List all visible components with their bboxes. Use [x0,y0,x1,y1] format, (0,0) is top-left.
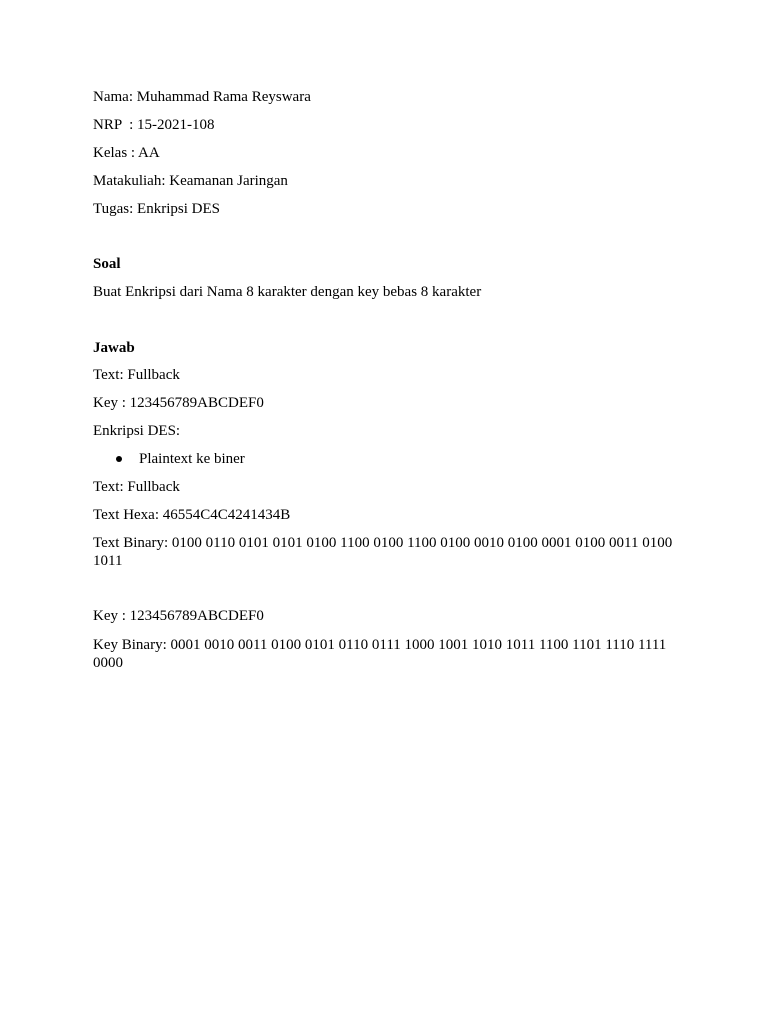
student-class: Kelas : AA [93,145,160,161]
text-binary: Text Binary: 0100 0110 0101 0101 0100 1100 0100 1100 0100 0010 0100 0001 0100 0011 0100 1011 [93,535,673,569]
bullet-item: Plaintext ke biner [139,451,245,467]
assignment-title: Tugas: Enkripsi DES [93,201,220,217]
text-hexa: Text Hexa: 46554C4C4241434B [93,507,291,523]
bullet-icon [116,456,122,462]
key-binary: Key Binary: 0001 0010 0011 0100 0101 0110 0111 1000 1001 1010 1011 1100 1101 1110 1111 0000 [93,637,667,671]
key-line: Key : 123456789ABCDEF0 [93,395,264,411]
jawab-heading: Jawab [93,340,135,356]
course-name: Matakuliah: Keamanan Jaringan [93,173,288,189]
soal-text: Buat Enkripsi dari Nama 8 karakter dengan key bebas 8 karakter [93,284,482,300]
plaintext-line-2: Text: Fullback [93,479,180,495]
enkripsi-label: Enkripsi DES: [93,423,181,439]
soal-heading: Soal [93,256,121,272]
key-line-2: Key : 123456789ABCDEF0 [93,608,264,624]
plaintext-line: Text: Fullback [93,367,180,383]
student-name: Nama: Muhammad Rama Reyswara [93,89,311,105]
student-nrp: NRP : 15-2021-108 [93,117,215,133]
